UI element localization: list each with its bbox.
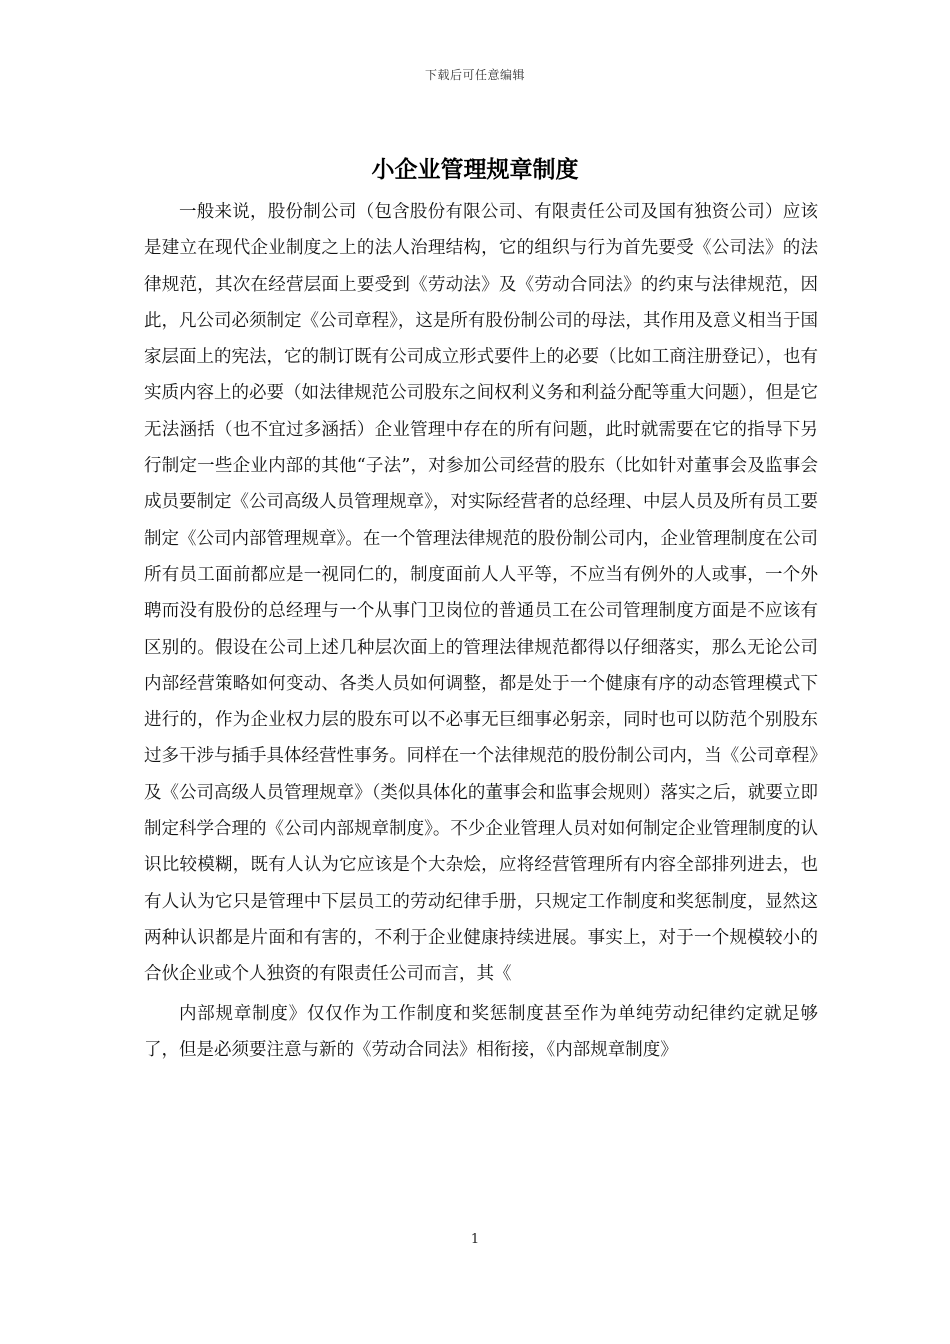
document-body [144, 194, 818, 1068]
body-paragraph-2: 内部规章制度》仅仅作为工作制度和奖惩制度甚至作为单纯劳动纪律约定就足够了，但是必须要注意与新的《劳动合同法》相衔接，《内部规章制度》 [144, 1003, 818, 1060]
page-header-note: 下载后可任意编辑 [424, 68, 525, 82]
page-number: 1 [470, 1232, 480, 1247]
body-paragraph-1: 一般来说，股份制公司（包含股份有限公司、有限责任公司及国有独资公司）应该是建立在现代企业制度之上的法人治理结构，它的组织与行为首先要受《公司法》的法律规范，其次在经营层面上要受到《劳动法》及《劳动合同法》的约束与法律规范，因此，凡公司必须制定《公司章程》，这是所有股份制公司的母法，其作用及意义相当于国家层面上的宪法，它的制订既有公司成立形式要件上的必要（比如工商注册登记），也有实质内容上的必要（如法律规范公司股东之间权利义务和利益分配等重大问题），但是它无法涵括（也不宜过多涵括）企业管理中存在的所有问题，此时就需要在它的指导下另行制定一些企业内部的其他“子法”，对参加公司经营的股东（比如针对董事会及监事会成员要制定《公司高级人员管理规章》，对实际经营者的总经理、中层人员及所有员工要制定《公司内部管理规章》。在一个管理法律规范的股份制公司内，企业管理制度在公司所有员工面前都应是一视同仁的，制度面前人人平等，不应当有例外的人或事，一个外聘而没有股份的总经理与一个从事门卫岗位的普通员工在公司管理制度方面是不应该有区别的。假设在公司上述几种层次面上的管理法律规范都得以仔细落实，那么无论公司内部经营策略如何变动、各类人员如何调整，都是处于一个健康有序的动态管理模式下进行的，作为企业权力层的股东可以不必事无巨细事必躬亲，同时也可以防范个别股东过多干涉与插手具体经营性事务。同样在一个法律规范的股份制公司内，当《公司章程》及《公司高级人员管理规章》（类似具体化的董事会和监事会规则）落实之后，就要立即制定科学合理的《公司内部规章制度》。不少企业管理人员对如何制定企业管理制度的认识比较模糊，既有人认为它应该是个大杂烩，应将经营管理所有内容全部排列进去，也有人认为它只是管理中下层员工的劳动纪律手册，只规定工作制度和奖惩制度，显然这两种认识都是片面和有害的，不利于企业健康持续进展。事实上，对于一个规模较小的合伙企业或个人独资的有限责任公司而言，其《 [144, 202, 818, 985]
document-title: 小企业管理规章制度 [371, 156, 579, 183]
